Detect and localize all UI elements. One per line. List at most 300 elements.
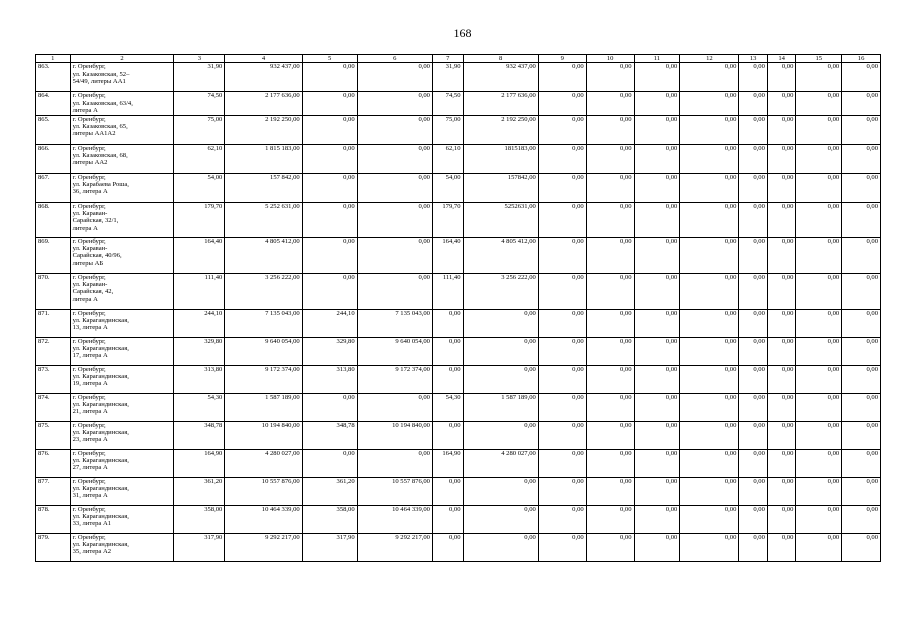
value-cell: 0,00: [842, 533, 881, 561]
table-row: [36, 533, 881, 561]
value-cell: 0,00: [767, 202, 796, 237]
value-cell: 9 172 374,00: [357, 365, 432, 393]
value-cell: 0,00: [634, 309, 680, 337]
value-cell: 0,00: [586, 63, 634, 92]
value-cell: 179,70: [174, 202, 225, 237]
address-cell: г. Оренбург, ул. Карагандинская, 21, литера А: [70, 393, 174, 421]
value-cell: 0,00: [767, 273, 796, 309]
value-cell: 0,00: [680, 202, 739, 237]
value-cell: 0,00: [586, 273, 634, 309]
address-cell: г. Оренбург, ул. Казаковская, 65, литеры АА1А2: [70, 115, 174, 144]
value-cell: 2 192 250,00: [463, 115, 538, 144]
value-cell: 0,00: [538, 393, 586, 421]
value-cell: 31,90: [432, 63, 463, 92]
value-cell: 0,00: [680, 393, 739, 421]
value-cell: 54,30: [174, 393, 225, 421]
value-cell: 0,00: [842, 393, 881, 421]
value-cell: 0,00: [767, 309, 796, 337]
table-row: [36, 421, 881, 449]
value-cell: 0,00: [842, 421, 881, 449]
value-cell: 0,00: [586, 477, 634, 505]
value-cell: 0,00: [680, 63, 739, 92]
value-cell: 0,00: [739, 63, 768, 92]
value-cell: 0,00: [357, 92, 432, 115]
column-header: 16: [842, 55, 881, 63]
value-cell: 0,00: [680, 237, 739, 273]
table-row: [36, 202, 881, 237]
value-cell: 10 194 840,00: [225, 421, 302, 449]
value-cell: 0,00: [739, 92, 768, 115]
value-cell: 358,00: [174, 505, 225, 533]
value-cell: 0,00: [463, 477, 538, 505]
value-cell: 0,00: [796, 202, 842, 237]
value-cell: 0,00: [463, 421, 538, 449]
value-cell: 2 177 636,00: [225, 92, 302, 115]
table-row: [36, 273, 881, 309]
value-cell: 0,00: [432, 337, 463, 365]
value-cell: 0,00: [586, 202, 634, 237]
value-cell: 0,00: [634, 92, 680, 115]
address-cell: г. Оренбург, ул. Караван- Сарайская, 40/96, литеры АБ: [70, 237, 174, 273]
row-number-cell: 866.: [36, 144, 71, 173]
value-cell: 0,00: [739, 421, 768, 449]
value-cell: 0,00: [796, 173, 842, 202]
column-header: 10: [586, 55, 634, 63]
value-cell: 0,00: [767, 173, 796, 202]
value-cell: 164,90: [432, 449, 463, 477]
column-header: 9: [538, 55, 586, 63]
value-cell: 0,00: [680, 92, 739, 115]
value-cell: 0,00: [634, 337, 680, 365]
value-cell: 0,00: [538, 309, 586, 337]
value-cell: 0,00: [767, 115, 796, 144]
value-cell: 0,00: [357, 393, 432, 421]
value-cell: 0,00: [463, 309, 538, 337]
value-cell: 0,00: [357, 449, 432, 477]
value-cell: 0,00: [680, 533, 739, 561]
value-cell: 0,00: [739, 115, 768, 144]
value-cell: 0,00: [357, 202, 432, 237]
value-cell: 244,10: [302, 309, 357, 337]
value-cell: 0,00: [463, 505, 538, 533]
value-cell: 9 292 217,00: [357, 533, 432, 561]
table-row: [36, 505, 881, 533]
value-cell: 9 640 054,00: [357, 337, 432, 365]
value-cell: 0,00: [586, 533, 634, 561]
table-row: [36, 115, 881, 144]
value-cell: 0,00: [842, 449, 881, 477]
row-number-cell: 876.: [36, 449, 71, 477]
value-cell: 0,00: [538, 237, 586, 273]
value-cell: 0,00: [634, 393, 680, 421]
value-cell: 1 587 189,00: [463, 393, 538, 421]
value-cell: 0,00: [767, 421, 796, 449]
value-cell: 0,00: [796, 505, 842, 533]
value-cell: 329,80: [174, 337, 225, 365]
value-cell: 0,00: [739, 309, 768, 337]
address-cell: г. Оренбург, ул. Карагандинская, 27, литера А: [70, 449, 174, 477]
value-cell: 0,00: [842, 477, 881, 505]
value-cell: 9 292 217,00: [225, 533, 302, 561]
column-header: 11: [634, 55, 680, 63]
value-cell: 0,00: [796, 63, 842, 92]
value-cell: 9 640 054,00: [225, 337, 302, 365]
value-cell: 0,00: [586, 115, 634, 144]
value-cell: 329,80: [302, 337, 357, 365]
value-cell: 0,00: [796, 393, 842, 421]
value-cell: 0,00: [634, 365, 680, 393]
value-cell: 0,00: [796, 115, 842, 144]
value-cell: 0,00: [538, 337, 586, 365]
value-cell: 0,00: [767, 477, 796, 505]
column-header: 14: [767, 55, 796, 63]
value-cell: 0,00: [634, 237, 680, 273]
value-cell: 111,40: [432, 273, 463, 309]
value-cell: 313,80: [174, 365, 225, 393]
row-number-cell: 867.: [36, 173, 71, 202]
value-cell: 7 135 043,00: [357, 309, 432, 337]
column-header: 8: [463, 55, 538, 63]
value-cell: 0,00: [842, 337, 881, 365]
page-number: 168: [453, 26, 472, 40]
value-cell: 0,00: [796, 449, 842, 477]
row-number-cell: 874.: [36, 393, 71, 421]
column-header: 13: [739, 55, 768, 63]
value-cell: 157 842,00: [225, 173, 302, 202]
value-cell: 0,00: [586, 421, 634, 449]
table-row: [36, 309, 881, 337]
value-cell: 0,00: [842, 309, 881, 337]
address-cell: г. Оренбург, ул. Карагандинская, 23, литера А: [70, 421, 174, 449]
value-cell: 0,00: [432, 365, 463, 393]
row-number-cell: 872.: [36, 337, 71, 365]
value-cell: 0,00: [680, 273, 739, 309]
table-row: [36, 365, 881, 393]
value-cell: 0,00: [538, 477, 586, 505]
value-cell: 54,00: [174, 173, 225, 202]
value-cell: 0,00: [680, 173, 739, 202]
value-cell: 0,00: [739, 365, 768, 393]
value-cell: 0,00: [739, 144, 768, 173]
value-cell: 0,00: [634, 202, 680, 237]
value-cell: 0,00: [586, 144, 634, 173]
value-cell: 0,00: [739, 505, 768, 533]
value-cell: 0,00: [586, 393, 634, 421]
value-cell: 2 177 636,00: [463, 92, 538, 115]
address-cell: г. Оренбург, ул. Карабаева Роша, 36, литера А: [70, 173, 174, 202]
value-cell: 0,00: [634, 533, 680, 561]
table-row: [36, 393, 881, 421]
row-number-cell: 879.: [36, 533, 71, 561]
value-cell: 4 805 412,00: [463, 237, 538, 273]
column-header: 5: [302, 55, 357, 63]
address-cell: г. Оренбург, ул. Карагандинская, 19, литера А: [70, 365, 174, 393]
value-cell: 0,00: [634, 505, 680, 533]
value-cell: 9 172 374,00: [225, 365, 302, 393]
address-cell: г. Оренбург, ул. Карагандинская, 33, литера А1: [70, 505, 174, 533]
register-body: [36, 63, 881, 561]
row-number-cell: 875.: [36, 421, 71, 449]
column-header: 3: [174, 55, 225, 63]
value-cell: 0,00: [357, 144, 432, 173]
column-header: 15: [796, 55, 842, 63]
column-header: 7: [432, 55, 463, 63]
address-cell: г. Оренбург, ул. Казаковская, 63/4, литера А: [70, 92, 174, 115]
value-cell: 5 252 631,00: [225, 202, 302, 237]
value-cell: 244,10: [174, 309, 225, 337]
address-cell: г. Оренбург, ул. Караван- Сарайская, 32/1, литера А: [70, 202, 174, 237]
value-cell: 0,00: [739, 449, 768, 477]
row-number-cell: 863.: [36, 63, 71, 92]
value-cell: 62,10: [174, 144, 225, 173]
value-cell: 0,00: [302, 202, 357, 237]
value-cell: 0,00: [586, 505, 634, 533]
value-cell: 0,00: [302, 449, 357, 477]
value-cell: 0,00: [538, 533, 586, 561]
value-cell: 0,00: [302, 144, 357, 173]
value-cell: 0,00: [680, 505, 739, 533]
address-cell: г. Оренбург, ул. Карагандинская, 31, литера А: [70, 477, 174, 505]
value-cell: 0,00: [680, 449, 739, 477]
value-cell: 0,00: [302, 393, 357, 421]
value-cell: 0,00: [796, 237, 842, 273]
value-cell: 361,20: [174, 477, 225, 505]
value-cell: 0,00: [302, 237, 357, 273]
value-cell: 0,00: [538, 92, 586, 115]
column-header: 12: [680, 55, 739, 63]
value-cell: 313,80: [302, 365, 357, 393]
value-cell: 0,00: [538, 365, 586, 393]
value-cell: 0,00: [842, 63, 881, 92]
value-cell: 54,30: [432, 393, 463, 421]
value-cell: 0,00: [842, 273, 881, 309]
table-row: [36, 449, 881, 477]
value-cell: 0,00: [842, 115, 881, 144]
address-cell: г. Оренбург, ул. Карагандинская, 35, литера А2: [70, 533, 174, 561]
row-number-cell: 870.: [36, 273, 71, 309]
value-cell: 10 464 339,00: [225, 505, 302, 533]
table-row: [36, 237, 881, 273]
value-cell: 164,40: [174, 237, 225, 273]
value-cell: 0,00: [680, 477, 739, 505]
value-cell: 0,00: [842, 144, 881, 173]
address-cell: г. Оренбург, ул. Карагандинская, 13, литера А: [70, 309, 174, 337]
value-cell: 0,00: [739, 173, 768, 202]
column-header: 6: [357, 55, 432, 63]
row-number-cell: 871.: [36, 309, 71, 337]
value-cell: 0,00: [634, 273, 680, 309]
value-cell: 0,00: [586, 173, 634, 202]
value-cell: 0,00: [357, 173, 432, 202]
value-cell: 0,00: [796, 92, 842, 115]
value-cell: 358,00: [302, 505, 357, 533]
value-cell: 0,00: [586, 449, 634, 477]
value-cell: 7 135 043,00: [225, 309, 302, 337]
value-cell: 0,00: [796, 309, 842, 337]
value-cell: 0,00: [739, 337, 768, 365]
value-cell: 74,50: [432, 92, 463, 115]
value-cell: 0,00: [432, 309, 463, 337]
address-cell: г. Оренбург, ул. Караван- Сарайская, 42, литера А: [70, 273, 174, 309]
value-cell: 0,00: [357, 237, 432, 273]
value-cell: 0,00: [842, 202, 881, 237]
value-cell: 0,00: [357, 63, 432, 92]
value-cell: 0,00: [680, 365, 739, 393]
address-cell: г. Оренбург, ул. Казаковская, 68, литеры АА2: [70, 144, 174, 173]
column-header: 1: [36, 55, 71, 63]
value-cell: 4 280 027,00: [463, 449, 538, 477]
value-cell: 4 805 412,00: [225, 237, 302, 273]
value-cell: 0,00: [538, 202, 586, 237]
value-cell: 0,00: [538, 63, 586, 92]
value-cell: 0,00: [680, 421, 739, 449]
value-cell: 0,00: [767, 144, 796, 173]
value-cell: 0,00: [796, 421, 842, 449]
value-cell: 0,00: [432, 533, 463, 561]
address-cell: г. Оренбург, ул. Казаковская, 52– 54/49, литеры АА1: [70, 63, 174, 92]
value-cell: 0,00: [739, 393, 768, 421]
value-cell: 0,00: [767, 533, 796, 561]
value-cell: 0,00: [357, 273, 432, 309]
value-cell: 0,00: [739, 533, 768, 561]
value-cell: 5252631,00: [463, 202, 538, 237]
table-row: [36, 337, 881, 365]
value-cell: 0,00: [538, 115, 586, 144]
value-cell: 62,10: [432, 144, 463, 173]
value-cell: 0,00: [538, 273, 586, 309]
value-cell: 0,00: [586, 92, 634, 115]
value-cell: 0,00: [796, 477, 842, 505]
value-cell: 0,00: [302, 173, 357, 202]
value-cell: 0,00: [463, 337, 538, 365]
value-cell: 0,00: [634, 115, 680, 144]
value-cell: 164,90: [174, 449, 225, 477]
value-cell: 0,00: [538, 421, 586, 449]
value-cell: 0,00: [302, 273, 357, 309]
value-cell: 0,00: [767, 505, 796, 533]
value-cell: 75,00: [174, 115, 225, 144]
value-cell: 0,00: [796, 365, 842, 393]
value-cell: 0,00: [586, 309, 634, 337]
value-cell: 348,78: [174, 421, 225, 449]
value-cell: 0,00: [767, 237, 796, 273]
value-cell: 0,00: [634, 449, 680, 477]
value-cell: 0,00: [842, 237, 881, 273]
value-cell: 317,90: [302, 533, 357, 561]
value-cell: 74,50: [174, 92, 225, 115]
value-cell: 361,20: [302, 477, 357, 505]
table-row: [36, 63, 881, 92]
value-cell: 179,70: [432, 202, 463, 237]
row-number-cell: 868.: [36, 202, 71, 237]
row-number-cell: 864.: [36, 92, 71, 115]
column-number-row: [36, 55, 881, 63]
value-cell: 111,40: [174, 273, 225, 309]
row-number-cell: 869.: [36, 237, 71, 273]
value-cell: 0,00: [767, 63, 796, 92]
row-number-cell: 878.: [36, 505, 71, 533]
value-cell: 31,90: [174, 63, 225, 92]
value-cell: 0,00: [796, 533, 842, 561]
value-cell: 10 557 876,00: [225, 477, 302, 505]
value-cell: 0,00: [634, 477, 680, 505]
value-cell: 0,00: [432, 477, 463, 505]
value-cell: 0,00: [302, 92, 357, 115]
value-cell: 0,00: [432, 421, 463, 449]
value-cell: 0,00: [767, 365, 796, 393]
value-cell: 0,00: [357, 115, 432, 144]
value-cell: 0,00: [538, 505, 586, 533]
value-cell: 3 256 222,00: [225, 273, 302, 309]
value-cell: 1 587 189,00: [225, 393, 302, 421]
value-cell: 157842,00: [463, 173, 538, 202]
value-cell: 0,00: [796, 273, 842, 309]
value-cell: 0,00: [302, 63, 357, 92]
value-cell: 0,00: [463, 533, 538, 561]
value-cell: 0,00: [586, 365, 634, 393]
value-cell: 10 464 339,00: [357, 505, 432, 533]
table-row: [36, 173, 881, 202]
value-cell: 1815183,00: [463, 144, 538, 173]
value-cell: 0,00: [842, 173, 881, 202]
value-cell: 0,00: [739, 477, 768, 505]
value-cell: 0,00: [634, 63, 680, 92]
value-cell: 0,00: [842, 92, 881, 115]
value-cell: 0,00: [538, 144, 586, 173]
value-cell: 0,00: [842, 365, 881, 393]
value-cell: 932 437,00: [463, 63, 538, 92]
value-cell: 164,40: [432, 237, 463, 273]
value-cell: 1 815 183,00: [225, 144, 302, 173]
value-cell: 0,00: [767, 393, 796, 421]
value-cell: 0,00: [842, 505, 881, 533]
table-row: [36, 144, 881, 173]
value-cell: 0,00: [538, 173, 586, 202]
column-header: 4: [225, 55, 302, 63]
value-cell: 54,00: [432, 173, 463, 202]
value-cell: 4 280 027,00: [225, 449, 302, 477]
value-cell: 0,00: [302, 115, 357, 144]
value-cell: 0,00: [767, 337, 796, 365]
value-cell: 2 192 250,00: [225, 115, 302, 144]
value-cell: 10 194 840,00: [357, 421, 432, 449]
value-cell: 3 256 222,00: [463, 273, 538, 309]
value-cell: 0,00: [634, 144, 680, 173]
row-number-cell: 877.: [36, 477, 71, 505]
value-cell: 0,00: [432, 505, 463, 533]
column-header: 2: [70, 55, 174, 63]
table-row: [36, 92, 881, 115]
value-cell: 0,00: [634, 173, 680, 202]
value-cell: 0,00: [463, 365, 538, 393]
value-cell: 0,00: [767, 92, 796, 115]
value-cell: 317,90: [174, 533, 225, 561]
value-cell: 75,00: [432, 115, 463, 144]
value-cell: 348,78: [302, 421, 357, 449]
value-cell: 0,00: [796, 144, 842, 173]
value-cell: 0,00: [586, 237, 634, 273]
value-cell: 0,00: [739, 273, 768, 309]
value-cell: 0,00: [739, 237, 768, 273]
value-cell: 0,00: [680, 115, 739, 144]
value-cell: 0,00: [680, 144, 739, 173]
row-number-cell: 865.: [36, 115, 71, 144]
row-number-cell: 873.: [36, 365, 71, 393]
value-cell: 0,00: [767, 449, 796, 477]
value-cell: 0,00: [680, 337, 739, 365]
value-cell: 0,00: [538, 449, 586, 477]
value-cell: 0,00: [634, 421, 680, 449]
